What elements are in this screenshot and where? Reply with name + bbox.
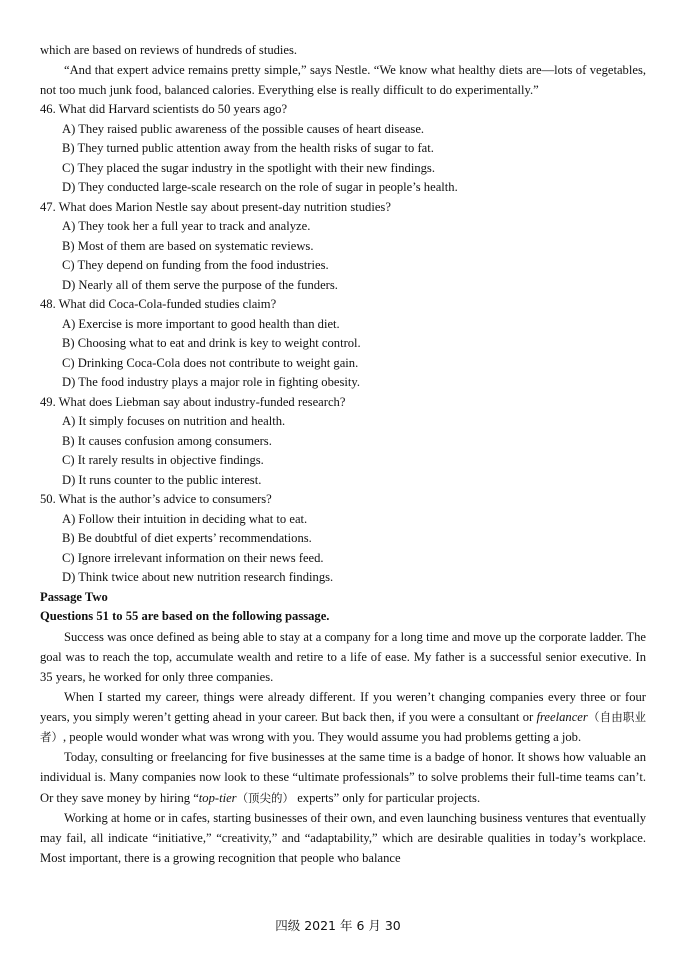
answer-option: D) Think twice about new nutrition research findings. [62,570,334,585]
question-stem: 47. What does Marion Nestle say about present-day nutrition studies? [40,199,391,214]
chinese-gloss: （自由职业者） [40,710,647,745]
question-stem: 49. What does Liebman say about industry-funded research? [40,394,346,409]
answer-option: B) Choosing what to eat and drink is key to weight control. [62,336,361,351]
answer-option: A) They took her a full year to track and analyze. [62,219,311,234]
paragraph-text: Today, consulting or freelancing for five businesses at the same time is a badge of honor. It shows how valuable an individual is. Many companies now look to these “ultimate professionals” to solve problems their full-time teams can’t. Or they save money by hiring “ [40,750,646,805]
answer-option: A) Follow their intuition in deciding what to eat. [62,511,308,526]
question-stem: 50. What is the author’s advice to consumers? [40,492,272,507]
answer-option: A) Exercise is more important to good health than diet. [62,316,340,331]
answer-option: A) It simply focuses on nutrition and health. [62,414,286,429]
page-footer: 四级 2021 年 6 月 30 [275,918,401,933]
answer-option: D) It runs counter to the public interest. [62,472,262,487]
glossed-term: top-tier [198,790,237,805]
question-list [40,100,646,588]
answer-option: B) Be doubtful of diet experts’ recommendations. [62,531,312,546]
answer-option: B) They turned public attention away from the health risks of sugar to fat. [62,141,434,156]
answer-option: C) They depend on funding from the food industries. [62,258,329,273]
paragraph-text: When I started my career, things were already different. If you weren’t changing companies every three or four years, you simply weren’t getting ahead in your career. But back then, if you were a consultant or [40,690,646,725]
paragraph-text: , people would wonder what was wrong with you. They would assume you had problems getting a job. [63,730,582,745]
passage-two-paragraph-2 [40,687,646,747]
answer-option: C) They placed the sugar industry in the spotlight with their new findings. [62,160,435,175]
question-49 [40,393,646,491]
passage-two-subtitle: Questions 51 to 55 are based on the following passage. [40,609,330,624]
question-50 [40,490,646,588]
passage-two-title: Passage Two [40,589,108,604]
answer-option: A) They raised public awareness of the possible causes of heart disease. [62,121,425,136]
passage-two-paragraph-1: Success was once defined as being able to stay at a company for a long time and move up the corporate ladder. The goal was to reach the top, accumulate wealth and retire to a life of ease. My father is a successful senior executive. In 35 years, he worked for only three companies. [40,629,646,684]
question-46 [40,100,646,198]
passage-two-paragraph-4: Working at home or in cafes, starting businesses of their own, and even launching business ventures that eventually may fail, all indicate “initiative,” “creativity,” and “adaptability,” which are desirable qualities in today’s workplace. Most important, there is a growing recognition that people who balance [40,810,646,865]
paragraph-text: experts” only for particular projects. [294,790,481,805]
answer-option: C) Drinking Coca-Cola does not contribute to weight gain. [62,355,359,370]
exam-page [40,40,646,868]
answer-option: D) The food industry plays a major role in fighting obesity. [62,375,361,390]
answer-option: D) They conducted large-scale research on the role of sugar in people’s health. [62,180,458,195]
question-48 [40,295,646,393]
passage-one-quote-paragraph: “And that expert advice remains pretty simple,” says Nestle. “We know what healthy diets are—lots of vegetables, not too much junk food, balanced calories. Everything else is really difficult to do experimentally.” [40,63,646,98]
answer-option: B) It causes confusion among consumers. [62,433,272,448]
answer-option: B) Most of them are based on systematic reviews. [62,238,314,253]
answer-option: C) Ignore irrelevant information on their news feed. [62,550,324,565]
answer-option: D) Nearly all of them serve the purpose of the funders. [62,277,338,292]
chinese-gloss: （顶尖的） [236,790,295,805]
question-stem: 46. What did Harvard scientists do 50 years ago? [40,102,288,117]
passage-one-line-1: which are based on reviews of hundreds of studies. [40,43,298,57]
question-47 [40,198,646,296]
question-stem: 48. What did Coca-Cola-funded studies claim? [40,297,277,312]
passage-two-paragraph-3 [40,747,646,807]
answer-option: C) It rarely results in objective findings. [62,453,264,468]
glossed-term: freelancer [536,710,588,725]
